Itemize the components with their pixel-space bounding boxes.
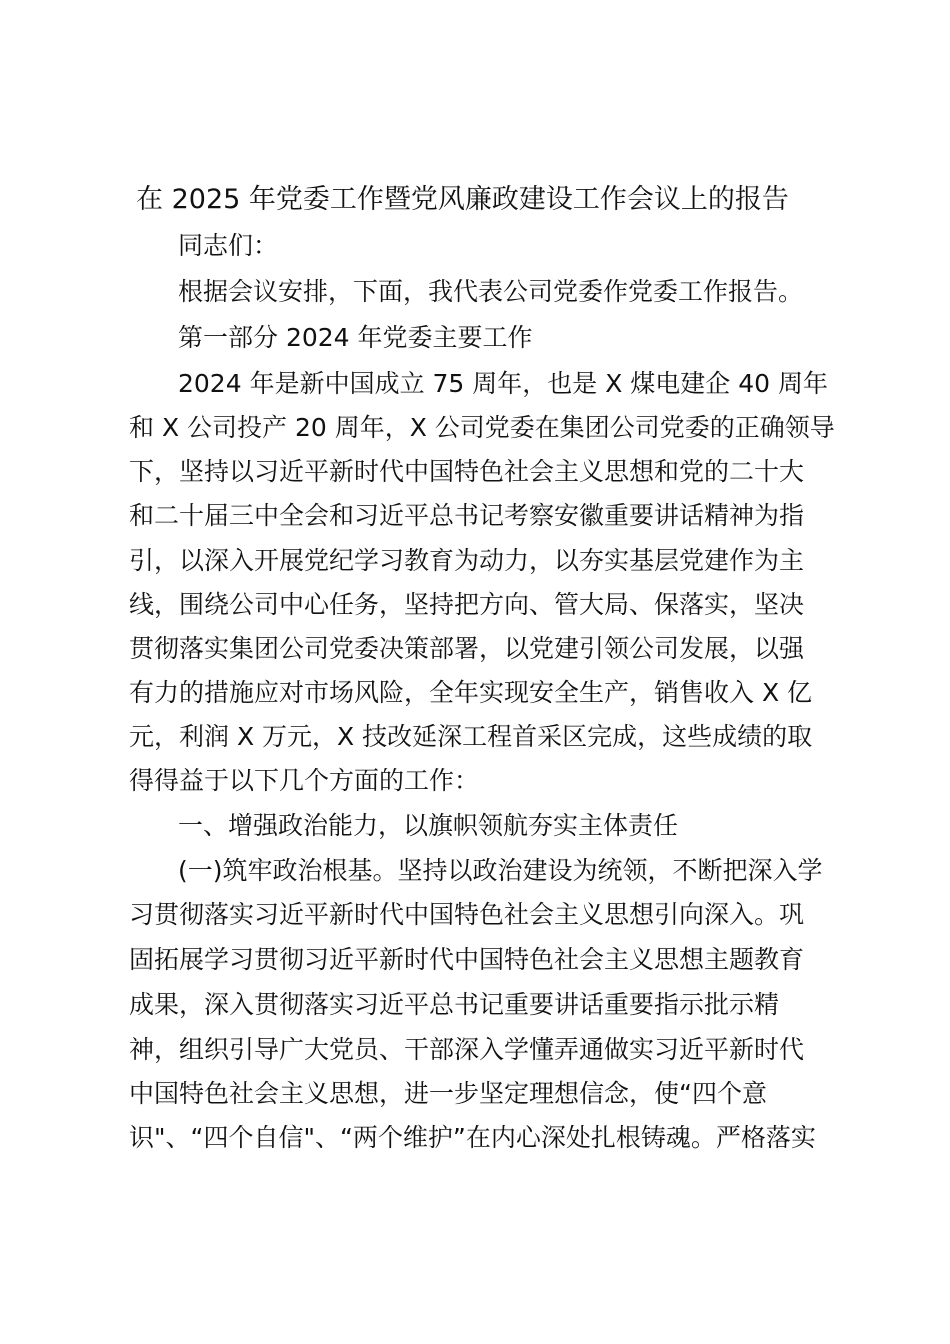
paragraph-line: 成果，深入贯彻落实习近平总书记重要讲话重要指示批示精: [129, 990, 780, 1019]
paragraph-line: (一)筑牢政治根基。坚持以政治建设为统领，不断把深入学: [178, 856, 823, 885]
paragraph-line: 下，坚持以习近平新时代中国特色社会主义思想和党的二十大: [129, 457, 805, 486]
paragraph-line: 固拓展学习贯彻习近平新时代中国特色社会主义思想主题教育: [129, 945, 805, 974]
paragraph-line: 元，利润 X 万元，X 技改延深工程首采区完成，这些成绩的取: [129, 722, 813, 751]
paragraph-line: 神，组织引导广大党员、干部深入学懂弄通做实习近平新时代: [129, 1035, 805, 1064]
paragraph-line: 识"、“四个自信"、“两个维护”在内心深处扎根铸魂。严格落实: [129, 1123, 816, 1152]
paragraph-line: 习贯彻落实习近平新时代中国特色社会主义思想引向深入。巩: [129, 900, 805, 929]
paragraph-line: 有力的措施应对市场风险，全年实现安全生产，销售收入 X 亿: [129, 678, 813, 707]
paragraph-line: 2024 年是新中国成立 75 周年，也是 X 煤电建企 40 周年: [178, 369, 829, 398]
paragraph-line: 根据会议安排，下面，我代表公司党委作党委工作报告。: [178, 277, 804, 306]
paragraph-line: 得得益于以下几个方面的工作：: [129, 766, 480, 795]
document-title: 在 2025 年党委工作暨党风廉政建设工作会议上的报告: [136, 184, 789, 215]
paragraph-line: 线，围绕公司中心任务，坚持把方向、管大局、保落实，坚决: [129, 590, 805, 619]
paragraph-line: 和 X 公司投产 20 周年，X 公司党委在集团公司党委的正确领导: [129, 413, 835, 442]
paragraph-line: 贯彻落实集团公司党委决策部署，以党建引领公司发展，以强: [129, 634, 805, 663]
salutation: 同志们：: [178, 231, 279, 260]
paragraph-line: 引，以深入开展党纪学习教育为动力，以夯实基层党建作为主: [129, 546, 805, 575]
subsection-heading: 一、增强政治能力，以旗帜领航夯实主体责任: [178, 811, 679, 840]
paragraph-line: 和二十届三中全会和习近平总书记考察安徽重要讲话精神为指: [129, 501, 805, 530]
paragraph-line: 中国特色社会主义思想，进一步坚定理想信念，使“四个意: [129, 1079, 767, 1108]
section-heading: 第一部分 2024 年党委主要工作: [178, 323, 533, 352]
